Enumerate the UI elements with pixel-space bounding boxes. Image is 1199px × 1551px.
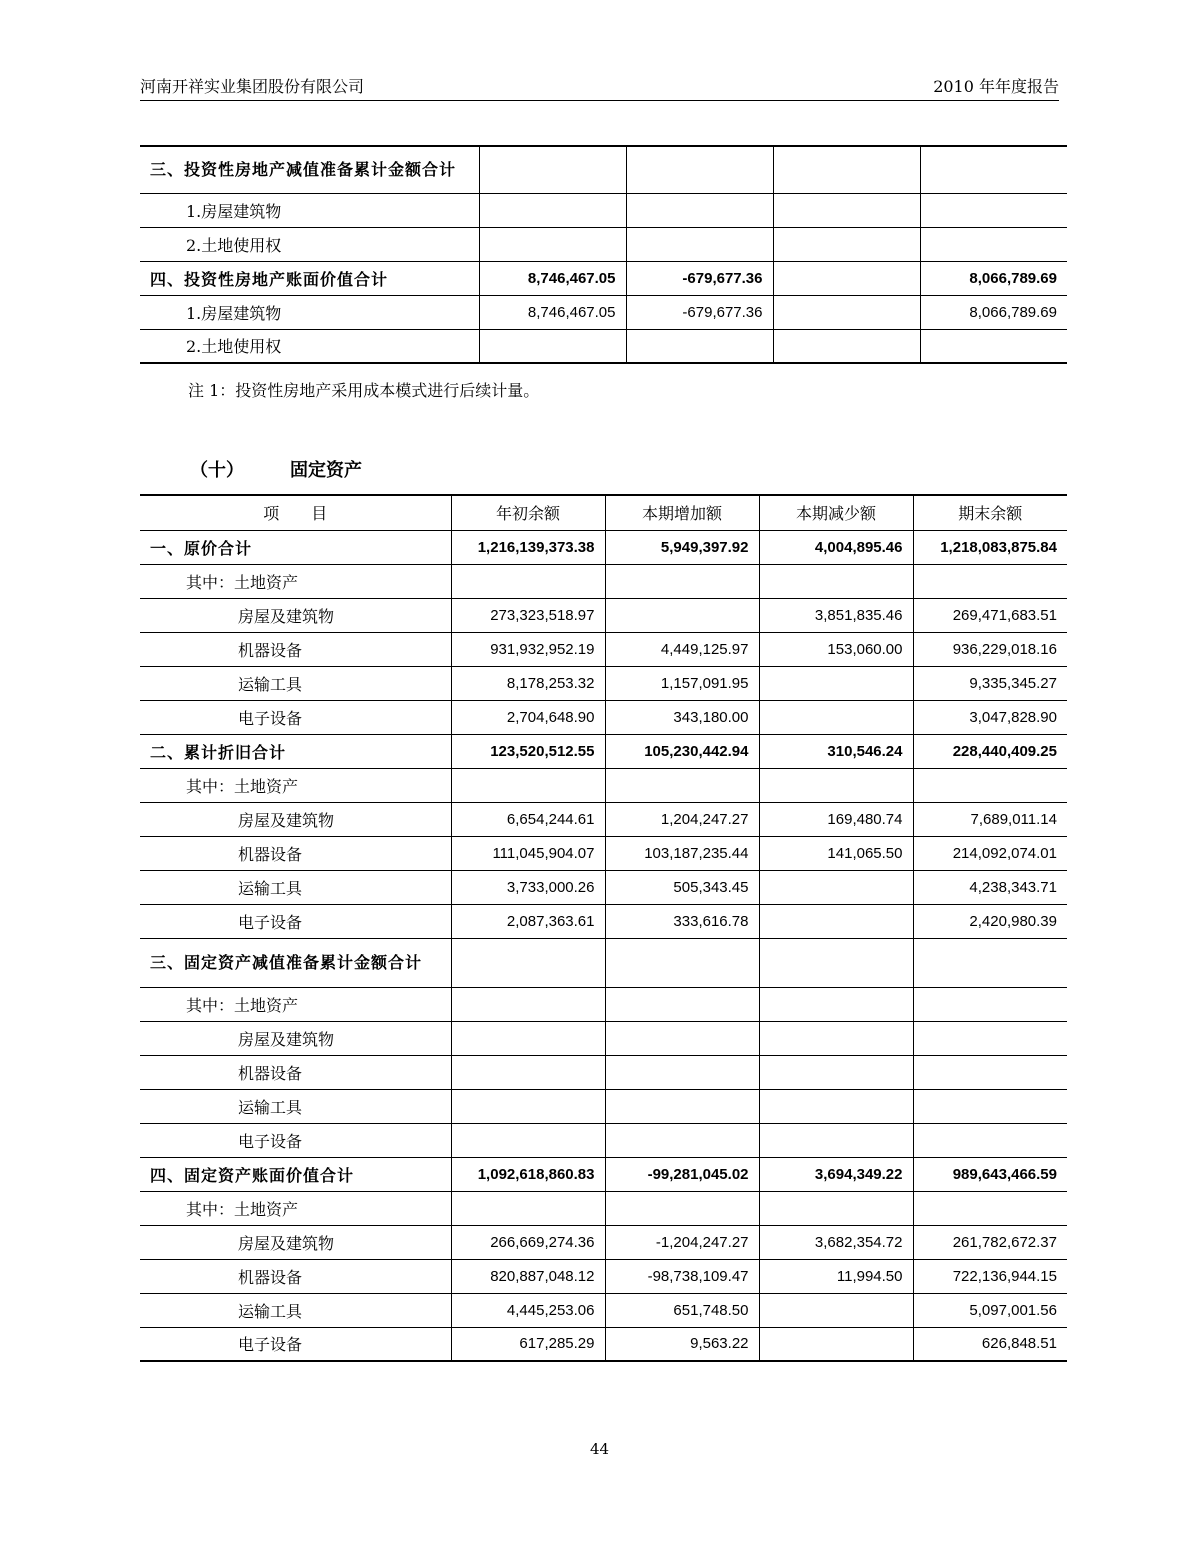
row-label: 房屋及建筑物 [140,598,451,632]
cell-value: 4,004,895.46 [759,530,913,564]
cell-value [759,1293,913,1327]
column-header: 项 目 [140,495,451,530]
cell-value [451,1191,605,1225]
row-label: 三、投资性房地产减值准备累计金额合计 [140,146,479,193]
table-row [140,329,1067,363]
cell-value: 1,218,083,875.84 [913,530,1067,564]
cell-value: 5,949,397.92 [605,530,759,564]
cell-value: 936,229,018.16 [913,632,1067,666]
row-label: 三、固定资产减值准备累计金额合计 [140,938,451,987]
table-row [140,530,1067,564]
cell-value: 1,216,139,373.38 [451,530,605,564]
cell-value [773,146,920,193]
cell-value [913,987,1067,1021]
cell-value: 269,471,683.51 [913,598,1067,632]
cell-value: 153,060.00 [759,632,913,666]
cell-value [605,598,759,632]
cell-value: 228,440,409.25 [913,734,1067,768]
cell-value: 9,335,345.27 [913,666,1067,700]
cell-value [913,768,1067,802]
table-row [140,1055,1067,1089]
cell-value [479,227,626,261]
cell-value [479,329,626,363]
cell-value: 3,047,828.90 [913,700,1067,734]
cell-value: -1,204,247.27 [605,1225,759,1259]
cell-value [605,1089,759,1123]
table-row [140,666,1067,700]
row-label: 其中：土地资产 [140,564,451,598]
table-row [140,632,1067,666]
row-label: 电子设备 [140,904,451,938]
cell-value [451,768,605,802]
cell-value [451,564,605,598]
cell-value [451,1123,605,1157]
table-row [140,700,1067,734]
row-label: 其中：土地资产 [140,987,451,1021]
cell-value: 333,616.78 [605,904,759,938]
table-row [140,1089,1067,1123]
cell-value: 617,285.29 [451,1327,605,1361]
cell-value: 105,230,442.94 [605,734,759,768]
row-label: 电子设备 [140,700,451,734]
header-row [140,495,1067,530]
row-label: 机器设备 [140,1055,451,1089]
cell-value: 5,097,001.56 [913,1293,1067,1327]
cell-value [626,193,773,227]
cell-value: 123,520,512.55 [451,734,605,768]
cell-value: 8,066,789.69 [920,261,1067,295]
cell-value: 931,932,952.19 [451,632,605,666]
cell-value [759,1089,913,1123]
table-row [140,1259,1067,1293]
cell-value: 2,704,648.90 [451,700,605,734]
cell-value: 3,733,000.26 [451,870,605,904]
cell-value: 1,092,618,860.83 [451,1157,605,1191]
table-row [140,734,1067,768]
cell-value [759,768,913,802]
row-label: 房屋及建筑物 [140,1021,451,1055]
cell-value: 141,065.50 [759,836,913,870]
cell-value [626,329,773,363]
table-row [140,193,1067,227]
cell-value [773,193,920,227]
cell-value [773,227,920,261]
cell-value [451,1089,605,1123]
cell-value [759,1123,913,1157]
table-row [140,227,1067,261]
cell-value [913,1191,1067,1225]
cell-value [605,1191,759,1225]
row-label: 运输工具 [140,870,451,904]
cell-value [451,1021,605,1055]
cell-value: 1,204,247.27 [605,802,759,836]
cell-value: 820,887,048.12 [451,1259,605,1293]
table-row [140,1157,1067,1191]
cell-value: 722,136,944.15 [913,1259,1067,1293]
row-label: 一、原价合计 [140,530,451,564]
row-label: 电子设备 [140,1327,451,1361]
row-label: 其中：土地资产 [140,768,451,802]
cell-value [759,987,913,1021]
row-label: 运输工具 [140,1089,451,1123]
cell-value [759,700,913,734]
cell-value: 8,178,253.32 [451,666,605,700]
cell-value: 626,848.51 [913,1327,1067,1361]
row-label: 二、累计折旧合计 [140,734,451,768]
cell-value: 11,994.50 [759,1259,913,1293]
cell-value [913,1089,1067,1123]
cell-value: 2,087,363.61 [451,904,605,938]
table-row [140,1225,1067,1259]
row-label: 房屋及建筑物 [140,802,451,836]
cell-value [920,329,1067,363]
cell-value [759,1191,913,1225]
cell-value: 169,480.74 [759,802,913,836]
table-row [140,768,1067,802]
cell-value: 310,546.24 [759,734,913,768]
cell-value: 4,238,343.71 [913,870,1067,904]
cell-value: 214,092,074.01 [913,836,1067,870]
row-label: 运输工具 [140,666,451,700]
cell-value [913,938,1067,987]
cell-value: 8,746,467.05 [479,261,626,295]
row-label: 四、投资性房地产账面价值合计 [140,261,479,295]
cell-value: 505,343.45 [605,870,759,904]
investment-property-table [140,145,1067,364]
cell-value: 9,563.22 [605,1327,759,1361]
column-header: 年初余额 [451,495,605,530]
cell-value [605,564,759,598]
cell-value: 261,782,672.37 [913,1225,1067,1259]
cell-value [759,564,913,598]
cell-value [451,938,605,987]
table-row [140,836,1067,870]
row-label: 机器设备 [140,632,451,666]
cell-value [759,666,913,700]
cell-value [913,1021,1067,1055]
cell-value [913,1123,1067,1157]
note-text: 注 1：投资性房地产采用成本模式进行后续计量。 [188,381,540,400]
cell-value [773,261,920,295]
table-row [140,1021,1067,1055]
cell-value: 266,669,274.36 [451,1225,605,1259]
cell-value [605,1055,759,1089]
cell-value [759,870,913,904]
row-label: 1.房屋建筑物 [140,295,479,329]
table-row [140,904,1067,938]
cell-value [451,987,605,1021]
table-row [140,295,1067,329]
cell-value: 3,682,354.72 [759,1225,913,1259]
cell-value: 651,748.50 [605,1293,759,1327]
cell-value [605,1123,759,1157]
table-row [140,146,1067,193]
cell-value: 2,420,980.39 [913,904,1067,938]
table-row [140,598,1067,632]
table-row [140,1123,1067,1157]
row-label: 电子设备 [140,1123,451,1157]
column-header: 本期增加额 [605,495,759,530]
cell-value [920,227,1067,261]
cell-value [605,768,759,802]
cell-value [479,193,626,227]
cell-value: -99,281,045.02 [605,1157,759,1191]
fixed-assets-table [140,494,1067,1362]
row-label: 运输工具 [140,1293,451,1327]
section-number: （十） [190,460,244,481]
cell-value: 8,066,789.69 [920,295,1067,329]
section-title: 固定资产 [290,460,362,481]
table-row [140,564,1067,598]
table-row [140,987,1067,1021]
company-name: 河南开祥实业集团股份有限公司 [140,77,365,96]
row-label: 1.房屋建筑物 [140,193,479,227]
cell-value [773,295,920,329]
cell-value [913,564,1067,598]
cell-value: 3,851,835.46 [759,598,913,632]
cell-value [759,1327,913,1361]
cell-value [479,146,626,193]
cell-value: 1,157,091.95 [605,666,759,700]
table-row [140,1293,1067,1327]
table-row [140,870,1067,904]
cell-value [920,193,1067,227]
table-row [140,938,1067,987]
cell-value [759,1021,913,1055]
cell-value [626,146,773,193]
cell-value: 103,187,235.44 [605,836,759,870]
cell-value [605,938,759,987]
cell-value: 4,449,125.97 [605,632,759,666]
cell-value: -98,738,109.47 [605,1259,759,1293]
row-label: 房屋及建筑物 [140,1225,451,1259]
page-header [140,72,1059,101]
cell-value [759,904,913,938]
cell-value: 111,045,904.07 [451,836,605,870]
cell-value [626,227,773,261]
cell-value [913,1055,1067,1089]
cell-value: 343,180.00 [605,700,759,734]
cell-value: 273,323,518.97 [451,598,605,632]
cell-value [759,1055,913,1089]
table-row [140,802,1067,836]
cell-value: 6,654,244.61 [451,802,605,836]
row-label: 其中：土地资产 [140,1191,451,1225]
cell-value [605,987,759,1021]
page-number: 44 [589,1440,610,1458]
cell-value: 989,643,466.59 [913,1157,1067,1191]
row-label: 2.土地使用权 [140,227,479,261]
column-header: 本期减少额 [759,495,913,530]
cell-value: 8,746,467.05 [479,295,626,329]
table-row [140,1191,1067,1225]
cell-value: 7,689,011.14 [913,802,1067,836]
table-row [140,1327,1067,1361]
cell-value: -679,677.36 [626,295,773,329]
row-label: 机器设备 [140,1259,451,1293]
cell-value: 4,445,253.06 [451,1293,605,1327]
row-label: 2.土地使用权 [140,329,479,363]
cell-value [759,938,913,987]
column-header: 期末余额 [913,495,1067,530]
cell-value: -679,677.36 [626,261,773,295]
cell-value [451,1055,605,1089]
cell-value [920,146,1067,193]
cell-value [773,329,920,363]
row-label: 四、固定资产账面价值合计 [140,1157,451,1191]
cell-value [605,1021,759,1055]
cell-value: 3,694,349.22 [759,1157,913,1191]
row-label: 机器设备 [140,836,451,870]
section-heading [190,456,362,482]
table-row [140,261,1067,295]
report-title: 2010 年年度报告 [933,77,1059,96]
